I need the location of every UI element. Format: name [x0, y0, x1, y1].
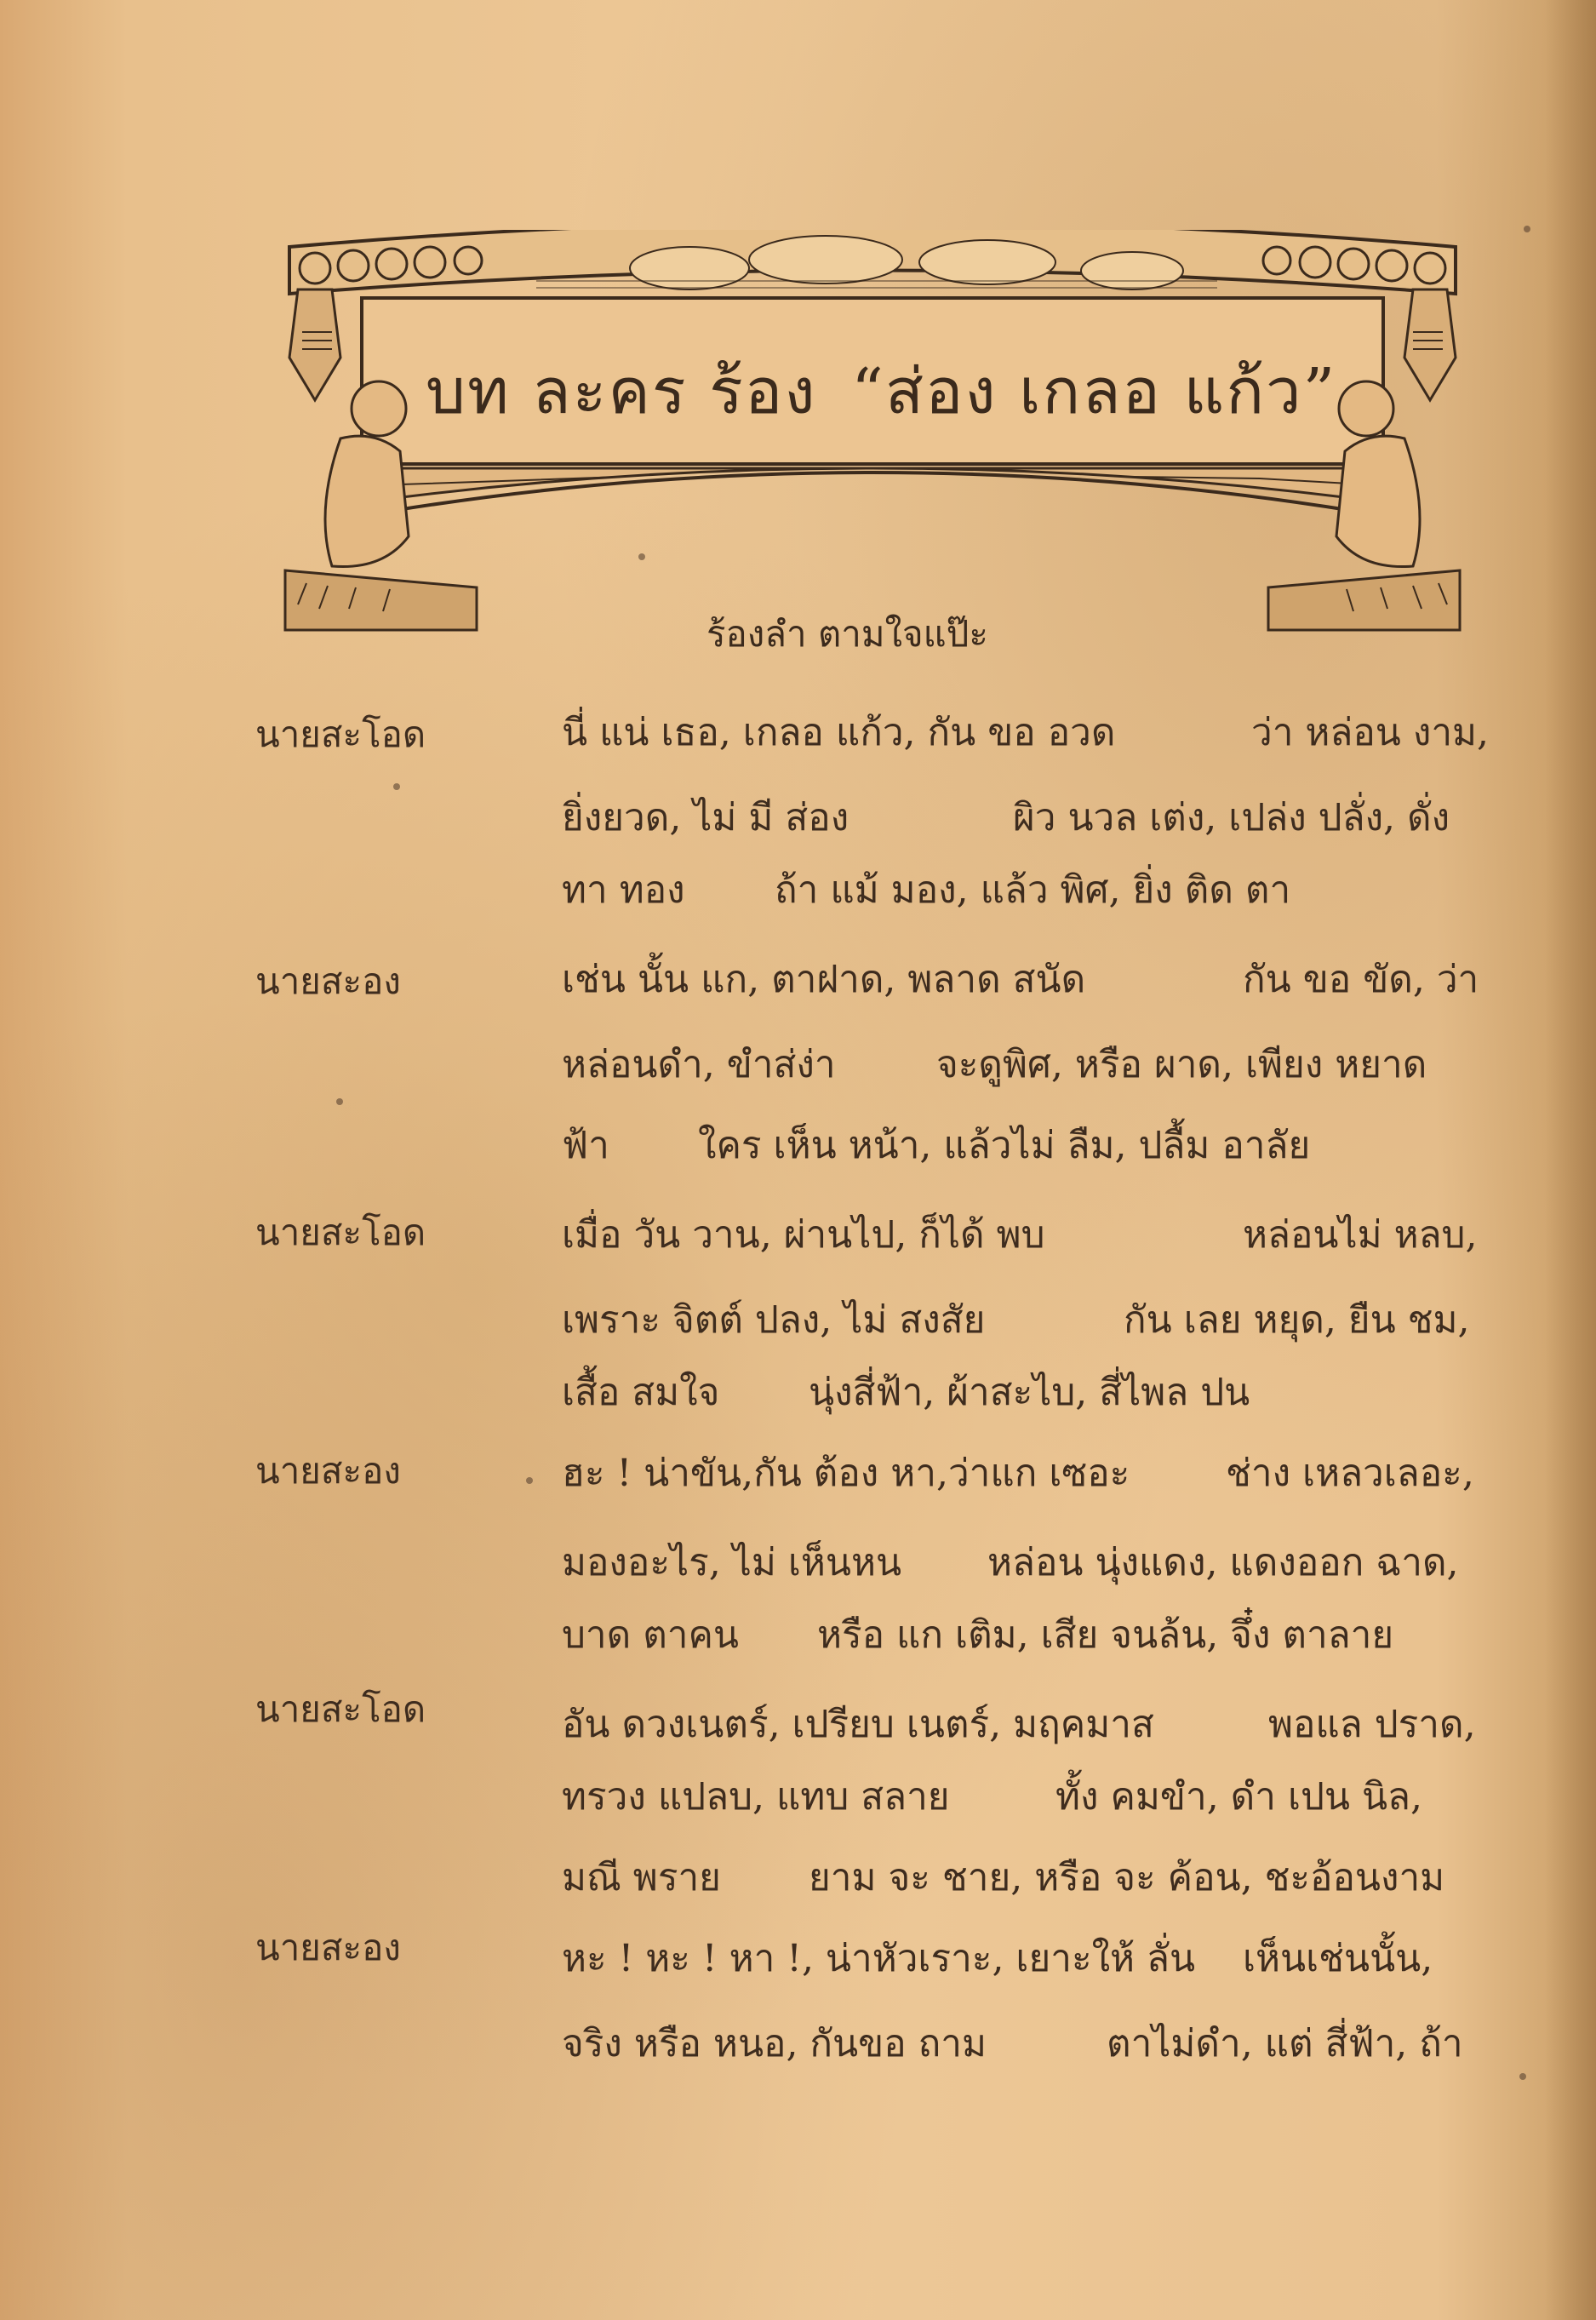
speaker-label: นายสะโอด	[255, 1688, 426, 1730]
verse-line-a: ยิ่งยวด, ไม่ มี ส่อง	[562, 796, 849, 839]
speaker-label: นายสะอง	[255, 1927, 401, 1968]
title-ornament-illustration	[281, 230, 1464, 656]
verse-line-a: หล่อนดำ, ขำส่ง่า	[562, 1043, 836, 1086]
verse-line-b: ถ้า แม้ มอง, แล้ว พิศ, ยิ่ง ติด ตา	[775, 868, 1291, 912]
verse-line-a: ทรวง แปลบ, แทบ สลาย	[562, 1775, 950, 1819]
verse-line-b: ตาไม่ดำ, แต่ สี่ฟ้า, ถ้า	[1107, 2022, 1463, 2065]
verse-line-a: จริง หรือ หนอ, กันขอ ถาม	[562, 2022, 987, 2065]
verse-line-b: จะดูพิศ, หรือ ผาด, เพียง หยาด	[936, 1043, 1427, 1086]
paper-speck	[1519, 2073, 1526, 2080]
verse-line-b: หล่อนไม่ หลบ,	[1243, 1213, 1478, 1257]
verse-line-b: ยาม จะ ชาย, หรือ จะ ค้อน, ชะอ้อนงาม	[809, 1856, 1445, 1899]
verse-line-b: ผิว นวล เต่ง, เปล่ง ปลั่ง, ดั่ง	[1013, 796, 1450, 839]
verse-line-b: กัน เลย หยุด, ยืน ชม,	[1124, 1298, 1470, 1342]
paper-speck	[526, 1477, 533, 1484]
verse-line-b: ทั้ง คมขำ, ดำ เปน นิล,	[1055, 1775, 1422, 1819]
melody-instruction: ร้องลำ ตามใจแป๊ะ	[706, 613, 988, 655]
verse-line-a: เสื้อ สมใจ	[562, 1371, 720, 1414]
verse-line-a: มณี พราย	[562, 1856, 721, 1899]
verse-line-b: กัน ขอ ขัด, ว่า	[1243, 958, 1479, 1001]
verse-line-b: พอแล ปราด,	[1268, 1703, 1476, 1746]
verse-line-a: เมื่อ วัน วาน, ผ่านไป, ก็ได้ พบ	[562, 1213, 1045, 1257]
paper-speck	[393, 783, 400, 790]
title-part-1: บท ละคร ร้อง	[426, 355, 817, 428]
verse-line-a: นี่ แน่ เธอ, เกลอ แก้ว, กัน ขอ อวด	[562, 711, 1116, 754]
speaker-label: นายสะอง	[255, 1450, 401, 1492]
verse-line-b: ช่าง เหลวเลอะ,	[1226, 1452, 1474, 1495]
speaker-label: นายสะโอด	[255, 1212, 426, 1253]
verse-line-a: ฟ้า	[562, 1124, 609, 1167]
page-title	[426, 341, 1337, 434]
paper-speck	[638, 553, 645, 560]
verse-line-b: หล่อน นุ่งแดง, แดงออก ฉาด,	[987, 1541, 1459, 1584]
speaker-label: นายสะอง	[255, 960, 401, 1002]
paper-speck	[336, 1098, 343, 1105]
verse-line-a: อัน ดวงเนตร์, เปรียบ เนตร์, มฤคมาส	[562, 1703, 1154, 1746]
speaker-label: นายสะโอด	[255, 713, 426, 755]
verse-line-a: หะ ! หะ ! หา !, น่าหัวเราะ, เยาะให้ ลั่น	[562, 1937, 1196, 1980]
verse-line-b: เห็นเช่นนั้น,	[1243, 1937, 1433, 1980]
verse-line-a: มองอะไร, ไม่ เห็นหน	[562, 1541, 902, 1584]
verse-line-a: เพราะ จิตต์ ปลง, ไม่ สงสัย	[562, 1298, 986, 1342]
page-edge-shadow	[1545, 0, 1596, 2320]
verse-line-a: ฮะ ! น่าขัน,กัน ต้อง หา,ว่าแก เซอะ	[562, 1452, 1130, 1495]
verse-line-b: ใคร เห็น หน้า, แล้วไม่ ลืม, ปลื้ม อาลัย	[698, 1124, 1311, 1167]
verse-line-a: ทา ทอง	[562, 868, 685, 912]
verse-line-b: หรือ แก เติม, เสีย จนล้น, จึ๋ง ตาลาย	[817, 1613, 1394, 1657]
verse-line-a: บาด ตาคน	[562, 1613, 739, 1657]
verse-line-b: นุ่งสี่ฟ้า, ผ้าสะไบ, สี่ไพล ปน	[809, 1371, 1250, 1414]
title-part-2: “ส่อง เกลอ แก้ว”	[851, 355, 1337, 428]
verse-line-b: ว่า หล่อน งาม,	[1251, 711, 1490, 754]
verse-line-a: เช่น นั้น แก, ตาฝาด, พลาด สนัด	[562, 958, 1086, 1001]
paper-speck	[1524, 226, 1530, 232]
